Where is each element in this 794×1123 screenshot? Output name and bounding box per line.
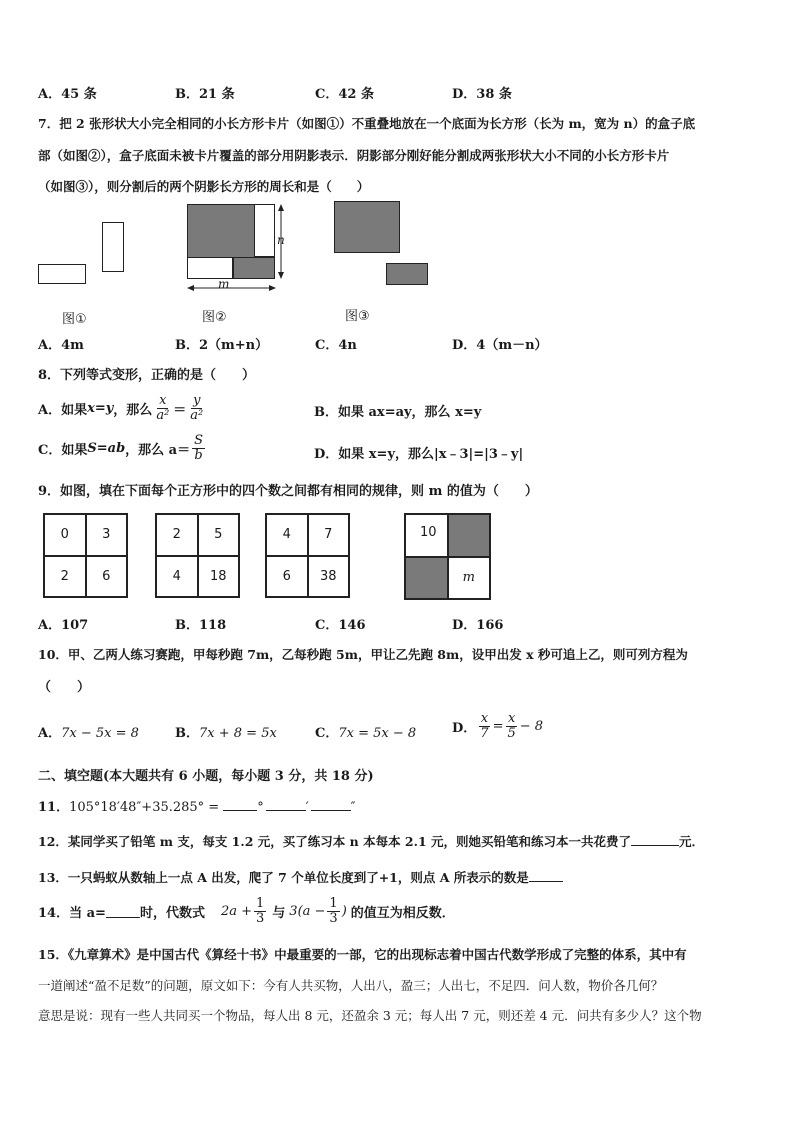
q15-line-1: 15．《九章算术》是中国古代《算经十书》中最重要的一部，它的出现标志着中国古代数学形成了完整的体系，其中有 <box>38 947 687 962</box>
degree-symbol: ° <box>257 800 264 815</box>
number-square-2 <box>155 513 240 598</box>
question-13 <box>38 868 563 886</box>
fig1-label: 图① <box>62 312 87 327</box>
q7-option-d: D．4（m－n） <box>452 338 548 353</box>
cell: 38 <box>308 556 350 598</box>
q11-blank-degrees[interactable] <box>223 810 257 811</box>
q7-option-c: C．4n <box>315 338 357 353</box>
q8-a-prefix: A．如果 <box>38 402 88 418</box>
fig2-label-n: n <box>277 233 285 247</box>
cell: 18 <box>198 556 240 598</box>
q15-line-2: 一道阐述“盈不足数”的问题，原文如下：今有人共买物，人出八，盈三；人出七，不足四．问人数，物价各几何？ <box>38 978 664 993</box>
q14-blank[interactable] <box>106 917 140 918</box>
dimension-arrows <box>180 200 290 300</box>
q12-blank[interactable] <box>631 845 679 846</box>
q10-line-1: 10．甲、乙两人练习赛跑，甲每秒跑 7m，乙每秒跑 5m，甲让乙先跑 8m，设甲出发 x 秒可追上乙，则可列方程为 <box>38 647 688 662</box>
frac-x-7: $\frac{x}{7}$ <box>480 711 489 741</box>
q8-c-mid: ，那么 a＝ <box>125 442 191 458</box>
cell: 4 <box>156 556 198 598</box>
q12-text: 12．某同学买了铅笔 m 支，每支 1.2 元，买了练习本 n 本每本 2.1 元，则她买铅笔和练习本一共花费了 <box>38 834 632 849</box>
cell: 10 <box>405 514 448 557</box>
section-2-title: 二、填空题(本大题共有 6 小题，每小题 3 分，共 18 分) <box>38 769 374 784</box>
q12-end: 元． <box>679 834 705 849</box>
cell: 6 <box>86 556 128 598</box>
q8-stem: 8．下列等式变形，正确的是（ ） <box>38 368 256 383</box>
cell: 6 <box>266 556 308 598</box>
q13-blank[interactable] <box>529 881 563 882</box>
number-square-4 <box>404 513 491 600</box>
equals: = <box>492 718 504 734</box>
q9-option-d: D．166 <box>452 618 504 633</box>
frac-x-5: $\frac{x}{5}$ <box>507 711 516 741</box>
q8-option-b: B．如果 ax=ay，那么 x=y <box>314 405 482 420</box>
q13-text: 13．一只蚂蚁从数轴上一点 A 出发，爬了 7 个单位长度到了+1，则点 A 所表示的数是 <box>38 870 529 885</box>
q8-option-a <box>38 394 207 422</box>
q8-a-frac-1: $\frac{x}{\text{a²}}$ <box>156 393 170 423</box>
q6-option-a: A．45 条 <box>38 87 97 102</box>
shaded-rect-small <box>386 263 428 285</box>
q11-number: 11． <box>38 800 70 815</box>
cell: 3 <box>86 514 128 556</box>
q7-line-1: 7．把 2 张形状大小完全相同的小长方形卡片（如图①）不重叠地放在一个底面为长方形（长为 m，宽为 n）的盒子底 <box>38 116 696 131</box>
q8-a-frac-2: $\frac{y}{\text{a²}}$ <box>190 393 204 423</box>
q11-blank-minutes[interactable] <box>266 810 306 811</box>
q11-expression: 105°18′48″+35.285° = <box>69 800 220 815</box>
cell: 4 <box>266 514 308 556</box>
cell: 5 <box>198 514 240 556</box>
card-vertical <box>102 222 124 272</box>
option-letter: B． <box>175 726 199 741</box>
q14-frac-2: $\frac{1}{3}$ <box>329 896 338 926</box>
card-horizontal <box>38 264 86 284</box>
q14-expr1: 2a + <box>220 903 252 919</box>
option-letter: D． <box>452 720 477 736</box>
q9-option-b: B．118 <box>175 618 227 633</box>
q10-option-b <box>175 722 277 741</box>
q8-c-frac: $\frac{S}{b}$ <box>194 433 204 463</box>
cell: 2 <box>44 556 86 598</box>
q6-option-b: B．21 条 <box>175 87 235 102</box>
q6-option-d: D．38 条 <box>452 87 512 102</box>
q8-a-cond: x=y <box>87 400 114 416</box>
q9-option-a: A．107 <box>38 618 89 633</box>
second-symbol: ″ <box>350 800 356 815</box>
cell: 0 <box>44 514 86 556</box>
cell: 2 <box>156 514 198 556</box>
minute-symbol: ′ <box>305 800 309 815</box>
fig2-label-m: m <box>218 277 230 291</box>
q11-blank-seconds[interactable] <box>311 810 351 811</box>
q8-a-mid: ，那么 <box>113 402 153 418</box>
q8-option-d: D．如果 x=y，那么|x﹣3|=|3﹣y| <box>314 447 524 462</box>
q6-option-c: C．42 条 <box>315 87 374 102</box>
q10-line-2: （ ） <box>38 680 91 695</box>
q8-c-prefix: C．如果 <box>38 442 88 458</box>
q14-mid: 时，代数式 <box>139 905 205 921</box>
q7-line-3: （如图③），则分割后的两个阴影长方形的周长和是（ ） <box>38 179 370 194</box>
question-14 <box>38 897 455 925</box>
number-square-1 <box>43 513 128 598</box>
q8-c-cond: S=ab <box>87 440 126 456</box>
equation: 7x − 5x = 8 <box>61 726 139 741</box>
q14-frac-1: $\frac{1}{3}$ <box>256 896 265 926</box>
q10-option-a <box>38 722 139 741</box>
q8-a-eq: ＝ <box>173 402 187 418</box>
q15-line-3: 意思是说：现有一些人共同买一个物品，每人出 8 元，还盈余 3 元；每人出 7 元，则还差 4 元．问共有多少人？这个物 <box>38 1008 702 1023</box>
q9-option-c: C．146 <box>315 618 366 633</box>
q14-paren: ) <box>341 903 347 919</box>
q14-tail: 的值互为相反数． <box>350 905 455 921</box>
option-letter: C． <box>315 726 339 741</box>
option-letter: A． <box>38 726 62 741</box>
question-12 <box>38 832 704 850</box>
question-11 <box>38 796 356 815</box>
fig3-label: 图③ <box>345 309 370 324</box>
q9-stem: 9．如图，填在下面每个正方形中的四个数之间都有相同的规律，则 m 的值为（ ） <box>38 484 538 499</box>
q7-option-b: B．2（m+n） <box>175 338 269 353</box>
q14-expr2: 3(a − <box>289 903 326 919</box>
equation: 7x + 8 = 5x <box>199 726 277 741</box>
equation: 7x = 5x − 8 <box>338 726 417 741</box>
minus-8: − 8 <box>519 718 544 734</box>
fig2-label: 图② <box>202 310 227 325</box>
cell: 7 <box>308 514 350 556</box>
q10-option-d <box>452 712 543 740</box>
shaded-rect-large <box>334 201 400 253</box>
number-square-3 <box>265 513 350 598</box>
q14-with: 与 <box>272 905 286 921</box>
q10-option-c <box>315 722 416 741</box>
shaded-cell <box>448 514 491 557</box>
q14-prefix: 14．当 a= <box>38 905 106 921</box>
q7-line-2: 部（如图②），盒子底面未被卡片覆盖的部分用阴影表示．阴影部分刚好能分割成两张形状大小不同的小长方形卡片 <box>38 148 670 163</box>
q7-option-a: A．4m <box>38 338 84 353</box>
cell-m: m <box>448 557 491 600</box>
q8-option-c <box>38 434 207 462</box>
shaded-cell <box>405 557 448 600</box>
